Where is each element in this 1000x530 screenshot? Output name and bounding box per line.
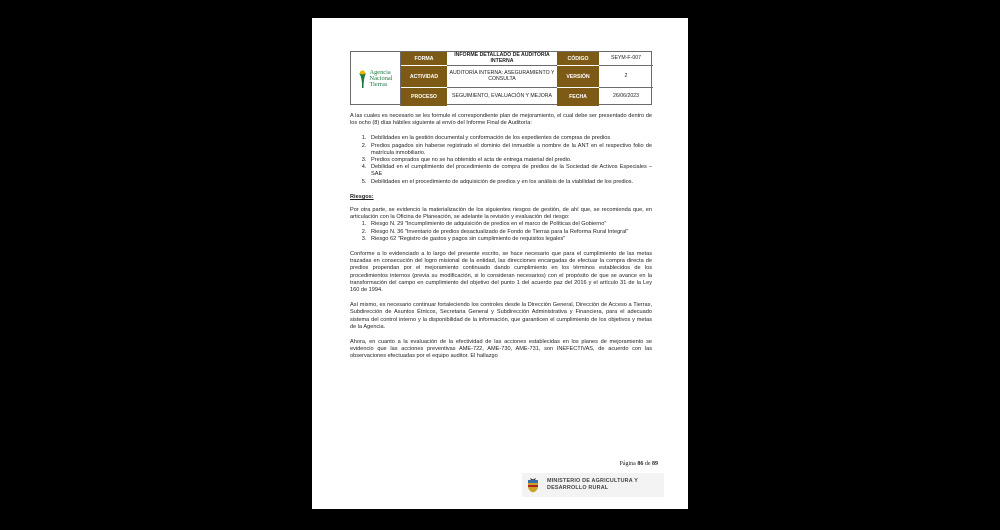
risks-heading: Riesgos:: [350, 193, 374, 200]
document-page: [312, 18, 688, 509]
risks-intro-paragraph: Por otra parte, se evidencio la materialización de los siguientes riesgos de gestión, de ahí que, se recomienda que, en articulación con la Oficina de Planeación, se adelante la revisión y evaluación del riesgo:: [350, 207, 652, 221]
page-prefix: Página: [619, 461, 636, 467]
logo-line-3: Tierras: [369, 81, 388, 89]
header-value-actividad: AUDITORÍA INTERNA: ASEGURAMIENTO Y CONSULTA: [447, 66, 557, 88]
finding-item: 3. Predios comprados que no se ha obtenido el acta de entrega material del predio.: [368, 157, 652, 164]
paragraph-conclusion: Conforme a lo evidenciado a lo largo del presente escrito, se hace necesario que para el cumplimiento de las metas trazadas en consecución del logro misional de la entidad, las direcciones encargadas de efectuar la compra directa de predios propendan por el mejoramiento continuado dando cumplimiento en los términos establecidos de los procedimientos internos (previa su modificación, si lo consideran necesarios) con el propósito de que se avance en la transformación del campo en cumplimiento del objetivo del punto 1 del acuerdo paz del 2016 y el artículo 31 de la Ley 160 de 1994.: [350, 251, 652, 294]
header-label-proceso: PROCESO: [401, 88, 447, 106]
header-key-fecha: FECHA: [557, 88, 599, 106]
findings-list: [350, 135, 652, 185]
finding-item: 4. Debilidad en el cumplimiento del procedimiento de compra de predios de la Sociedad de Activos Especiales – SAE: [368, 164, 652, 178]
logo-line-2: Nacional: [369, 74, 393, 82]
page-separator: de: [644, 461, 651, 467]
page-total: 89: [652, 461, 658, 467]
paragraph-effectiveness: Ahora, en cuanto a la evaluación de la efectividad de las acciones establecidas en los planes de mejoramiento se evidencio que las acciones preventivas AME-722, AME-730, AME-731, son INEFECTIVAS, de acuerdo con las observaciones efectuadas por el equipo auditor. El hallazgo: [350, 339, 652, 360]
header-value-forma: INFORME DETALLADO DE AUDITORÍA INTERNA: [447, 52, 557, 66]
risk-item: 1. Riesgo N. 29 "Incumplimiento de adquisición de predios en el marco de Políticas del Gobierno": [368, 221, 652, 228]
header-value-version: 2: [599, 66, 653, 88]
header-value-proceso: SEGUIMIENTO, EVALUACIÓN Y MEJORA: [452, 93, 552, 100]
risk-item: 3. Riesgo 62 "Registro de gastos y pagos sin cumplimiento de requisitos legales": [368, 236, 652, 243]
ministry-footer: [522, 473, 664, 497]
document-body: [350, 113, 652, 369]
agency-logo-text: [369, 70, 392, 88]
logo-line-1: Agencia: [369, 68, 391, 76]
risks-list: [350, 221, 652, 243]
finding-item: 5. Debilidades en el procedimiento de adquisición de predios y en los análisis de la viabilidad de los predios.: [368, 179, 652, 186]
finding-item: 1. Debilidades en la gestión documental y conformación de los expedientes de compras de predios: [368, 135, 652, 142]
paragraph-controls: Así mismo, es necesario continuar fortaleciendo los controles desde la Dirección General, Dirección de Acceso a Tierras, Subdirección de Asuntos Étnicos, Secretaria General y Subdirección Administrativa y Financiera, para el adecuado sistema del control interno y la disponibilidad de la información, que garanticen el cumplimiento de los objetivos y metas de la Agencia.: [350, 302, 652, 330]
ministry-name: [547, 478, 638, 491]
agency-logo: [351, 52, 401, 106]
header-label-actividad: ACTIVIDAD: [401, 66, 447, 88]
document-header-table: [350, 51, 652, 105]
colombia-crest-icon: [526, 477, 540, 493]
ministry-line-2: DESARROLLO RURAL: [547, 485, 609, 491]
header-key-version: VERSIÓN: [557, 66, 599, 88]
ministry-line-1: MINISTERIO DE AGRICULTURA Y: [547, 478, 639, 485]
header-value-fecha: 26/06/2023: [613, 93, 639, 100]
finding-item: 2. Predios pagados sin haberse registrado el dominio del inmueble a nombre de la ANT en el respectivo folio de matrícula inmobiliario.: [368, 143, 652, 157]
header-value-codigo: SEYM-F-007: [599, 52, 653, 66]
header-label-forma: FORMA: [401, 52, 447, 66]
risk-item: 2. Riesgo N. 36 "Inventario de predios desactualizado de Fondo de Tierras para la Reforma Rural Integral": [368, 229, 652, 236]
page-number: [619, 461, 658, 467]
intro-paragraph: A las cuales es necesario se les formule el correspondiente plan de mejoramiento, el cual debe ser presentado dentro de los ocho (8) días hábiles siguiente al envío del Informe Final de Auditoría:: [350, 113, 652, 127]
page-current: 86: [637, 461, 644, 467]
agency-logo-icon: [358, 70, 367, 88]
header-key-codigo: CÓDIGO: [557, 52, 599, 66]
